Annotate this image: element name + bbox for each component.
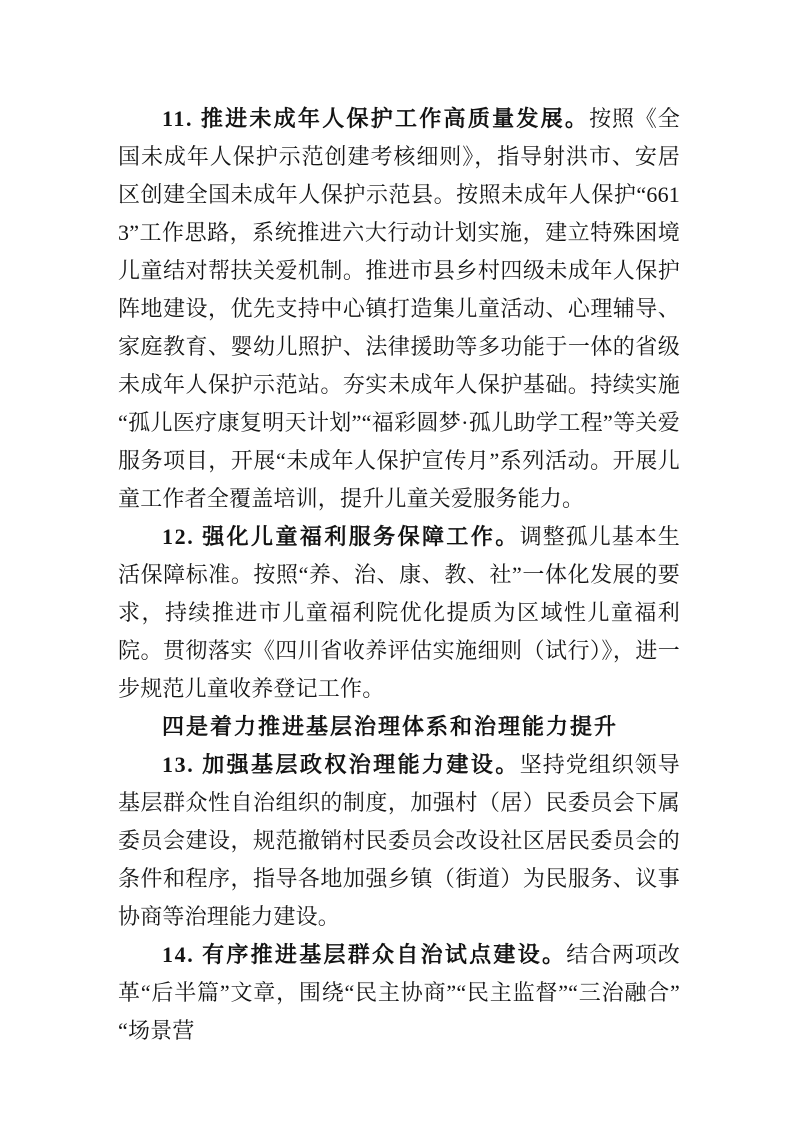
- paragraph-14-body: 结合两项改革“后半篇”文章，围绕“民主协商”“民主监督”“三治融合”“场景营: [118, 942, 680, 1043]
- paragraph-item-11: [118, 100, 680, 518]
- paragraph-12-lead: 12. 强化儿童福利服务保障工作。: [162, 524, 520, 549]
- paragraph-item-14: [118, 936, 680, 1050]
- section-heading-four: [118, 708, 680, 746]
- paragraph-11-lead: 11. 推进未成年人保护工作高质量发展。: [162, 106, 590, 131]
- paragraph-item-12: [118, 518, 680, 708]
- paragraph-item-13: [118, 746, 680, 936]
- paragraph-12-body: 调整孤儿基本生活保障标准。按照“养、治、康、教、社”一体化发展的要求，持续推进市儿童福利院优化提质为区域性儿童福利院。贯彻落实《四川省收养评估实施细则（试行）》，进一步规范儿童收养登记工作。: [118, 524, 681, 701]
- section-heading-four-text: 四是着力推进基层治理体系和治理能力提升: [162, 714, 619, 739]
- paragraph-14-lead: 14. 有序推进基层群众自治试点建设。: [162, 942, 567, 967]
- paragraph-13-body: 坚持党组织领导基层群众性自治组织的制度，加强村（居）民委员会下属委员会建设，规范撤销村民委员会改设社区居民委员会的条件和程序，指导各地加强乡镇（街道）为民服务、议事协商等治理能力建设。: [118, 752, 681, 929]
- paragraph-13-lead: 13. 加强基层政权治理能力建设。: [162, 752, 520, 777]
- document-body: [118, 100, 680, 1050]
- paragraph-11-body: 按照《全国未成年人保护示范创建考核细则》，指导射洪市、安居区创建全国未成年人保护示范县。按照未成年人保护“6613”工作思路，系统推进六大行动计划实施，建立特殊困境儿童结对帮扶关爱机制。推进市县乡村四级未成年人保护阵地建设，优先支持中心镇打造集儿童活动、心理辅导、家庭教育、婴幼儿照护、法律援助等多功能于一体的省级未成年人保护示范站。夯实未成年人保护基础。持续实施“孤儿医疗康复明天计划”“福彩圆梦·孤儿助学工程”等关爱服务项目，开展“未成年人保护宣传月”系列活动。开展儿童工作者全覆盖培训，提升儿童关爱服务能力。: [118, 106, 680, 511]
